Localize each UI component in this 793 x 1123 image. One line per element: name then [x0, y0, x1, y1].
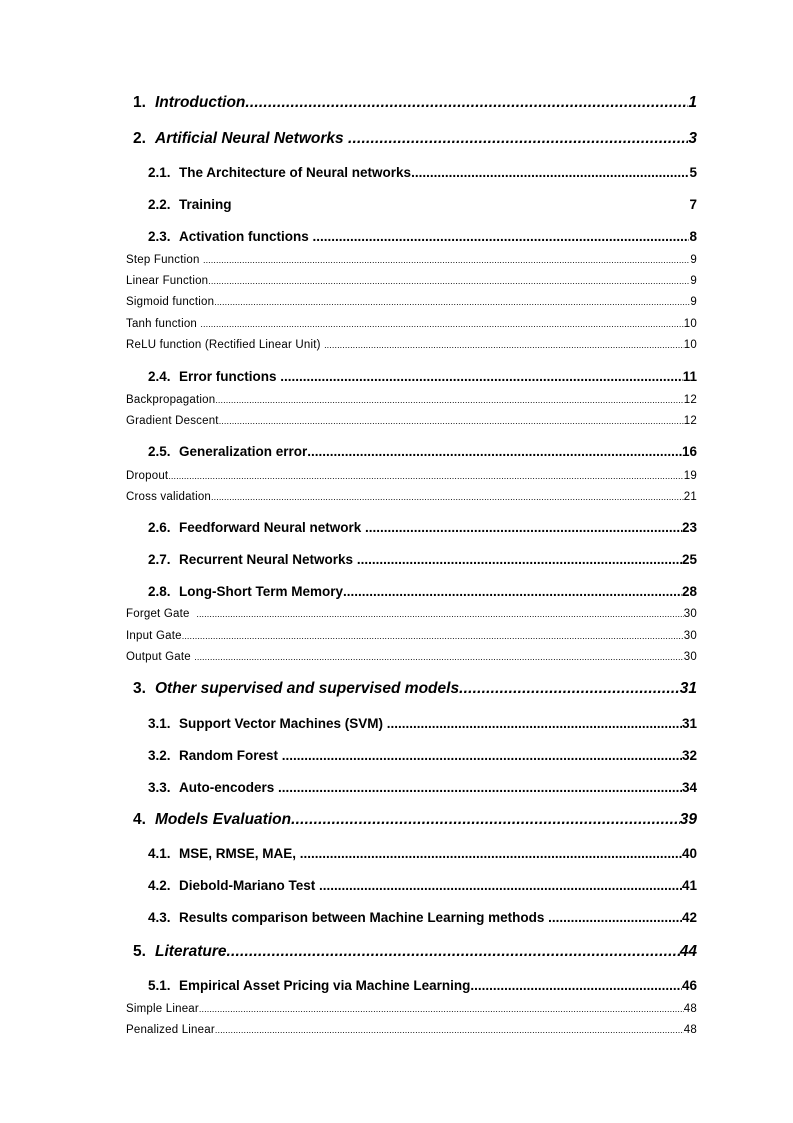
toc-entry-page: 39: [679, 811, 697, 828]
toc-entry[interactable]: [148, 229, 697, 244]
toc-entry-page: 10: [683, 318, 697, 330]
toc-entry-title: Backpropagation: [126, 394, 216, 406]
toc-leader: [200, 318, 683, 330]
toc-entry-number: 2.2.: [148, 197, 171, 212]
toc-entry[interactable]: [133, 94, 697, 112]
toc-entry[interactable]: [126, 415, 697, 427]
toc-entry-title: Generalization error: [179, 444, 308, 459]
toc-entry[interactable]: [148, 780, 697, 795]
toc-leader: [548, 910, 682, 925]
toc-entry[interactable]: [133, 130, 697, 148]
toc-entry-page: 21: [683, 491, 697, 503]
toc-leader: [307, 444, 682, 459]
toc-entry-page: 7: [689, 197, 697, 212]
toc-leader: [278, 780, 682, 795]
toc-leader: [280, 369, 682, 384]
toc-entry[interactable]: [126, 630, 697, 642]
toc-entry-title: Error functions: [179, 369, 281, 384]
toc-entry-title: Sigmoid function: [126, 296, 215, 308]
toc-entry-title: ReLU function (Rectified Linear Unit): [126, 339, 325, 351]
toc-entry-page: 31: [679, 680, 697, 697]
toc-entry-title: Auto-encoders: [179, 780, 279, 795]
toc-entry-title: Output Gate: [126, 651, 195, 663]
toc-entry-title: Tanh function: [126, 318, 201, 330]
toc-entry-page: 23: [681, 520, 697, 535]
toc-entry-title: Models Evaluation: [155, 811, 292, 828]
toc-leader: [214, 296, 690, 308]
toc-leader: [182, 630, 684, 642]
toc-entry-page: 30: [683, 630, 697, 642]
toc-entry[interactable]: [126, 339, 697, 351]
toc-leader: [196, 608, 683, 620]
toc-entry-number: 2.7.: [148, 552, 171, 567]
toc-entry-page: 11: [682, 369, 697, 384]
toc-entry-title: Diebold-Mariano Test: [179, 878, 320, 893]
toc-leader: [211, 491, 684, 503]
toc-entry-page: 1: [688, 94, 697, 111]
toc-entry-page: 30: [683, 608, 697, 620]
toc-leader: [470, 978, 682, 993]
toc-entry[interactable]: [148, 878, 697, 893]
toc-entry-number: 2.8.: [148, 584, 171, 599]
toc-entry-number: 4.3.: [148, 910, 171, 925]
toc-entry-title: Introduction: [155, 94, 246, 111]
toc-entry-page: 32: [681, 748, 697, 763]
toc-entry-page: 42: [681, 910, 697, 925]
toc-entry-number: 1.: [133, 94, 146, 111]
toc-entry-title: Penalized Linear: [126, 1024, 215, 1036]
toc-entry-number: 2.4.: [148, 369, 171, 384]
toc-leader: [411, 165, 689, 180]
toc-entry-number: 4.: [133, 811, 146, 828]
toc-entry-page: 5: [689, 165, 697, 180]
toc-leader: [194, 651, 684, 663]
toc-entry-number: 3.3.: [148, 780, 171, 795]
toc-entry[interactable]: [148, 978, 697, 993]
toc-entry[interactable]: [126, 318, 697, 330]
toc-leader: [208, 275, 690, 287]
toc-entry-page: 12: [683, 394, 697, 406]
toc-entry-page: 28: [681, 584, 697, 599]
toc-entry-page: 9: [690, 296, 697, 308]
toc-leader: [282, 748, 682, 763]
toc-entry-page: 3: [688, 130, 697, 147]
toc-entry[interactable]: [148, 552, 697, 567]
toc-entry-page: 48: [683, 1024, 697, 1036]
toc-entry[interactable]: [148, 748, 697, 763]
toc-entry-page: 44: [679, 943, 697, 960]
toc-entry-title: Recurrent Neural Networks: [179, 552, 357, 567]
toc-entry-number: 2.1.: [148, 165, 171, 180]
toc-entry[interactable]: [148, 165, 697, 180]
toc-entry[interactable]: [148, 197, 697, 212]
toc-entry[interactable]: [148, 584, 697, 599]
toc-leader: [168, 470, 683, 482]
toc-leader: [203, 254, 690, 266]
toc-entry-title: Activation functions: [179, 229, 313, 244]
toc-leader: [319, 878, 682, 893]
toc-entry-title: Feedforward Neural network: [179, 520, 366, 535]
toc-entry[interactable]: [148, 846, 697, 861]
toc-entry-number: 4.1.: [148, 846, 171, 861]
toc-entry-title: Simple Linear: [126, 1003, 199, 1015]
toc-leader: [219, 415, 684, 427]
toc-leader: [357, 552, 682, 567]
toc-entry-page: 19: [683, 470, 697, 482]
toc-entry[interactable]: [126, 608, 697, 620]
toc-entry-number: 3.1.: [148, 716, 171, 731]
toc-leader: [227, 943, 680, 961]
toc-entry-number: 2.5.: [148, 444, 171, 459]
toc-entry-title: Other supervised and supervised models: [155, 680, 460, 697]
toc-entry-title: Linear Function: [126, 275, 209, 287]
toc-leader: [313, 229, 690, 244]
toc-leader: [348, 130, 688, 148]
toc-entry-number: 3.: [133, 680, 146, 697]
toc-entry[interactable]: [126, 1003, 697, 1015]
toc-entry-page: 30: [683, 651, 697, 663]
toc-entry[interactable]: [148, 716, 697, 731]
toc-entry-number: 5.: [133, 943, 146, 960]
toc-entry-title: MSE, RMSE, MAE,: [179, 846, 300, 861]
toc-entry[interactable]: [148, 910, 697, 925]
toc-entry-title: Empirical Asset Pricing via Machine Learning: [179, 978, 471, 993]
toc-leader: [343, 584, 682, 599]
toc-entry[interactable]: [126, 275, 697, 287]
toc-entry[interactable]: [133, 680, 697, 698]
toc-leader: [291, 811, 680, 829]
toc-leader: [215, 1024, 684, 1036]
toc-entry[interactable]: [126, 1024, 697, 1036]
toc-entry-number: 3.2.: [148, 748, 171, 763]
toc-entry[interactable]: [126, 651, 697, 663]
toc-leader: [199, 1003, 684, 1015]
toc-leader: [215, 394, 683, 406]
toc-entry-page: 25: [681, 552, 697, 567]
toc-entry-title: Support Vector Machines (SVM): [179, 716, 387, 731]
toc-leader: [365, 520, 682, 535]
toc-entry[interactable]: [126, 470, 697, 482]
toc-entry-title: Dropout: [126, 470, 169, 482]
toc-leader: [324, 339, 684, 351]
toc-entry-title: Long-Short Term Memory: [179, 584, 344, 599]
toc-entry[interactable]: [126, 491, 697, 503]
toc-entry[interactable]: [126, 394, 697, 406]
toc-entry-page: 48: [683, 1003, 697, 1015]
toc-entry[interactable]: [148, 369, 697, 384]
toc-entry-title: Step Function: [126, 254, 203, 266]
toc-entry-page: 10: [683, 339, 697, 351]
toc-entry-page: 41: [681, 878, 697, 893]
toc-entry-page: 9: [690, 275, 697, 287]
toc-leader: [387, 716, 682, 731]
toc-entry-title: Random Forest: [179, 748, 282, 763]
toc-leader: [459, 680, 680, 698]
toc-leader: [245, 94, 688, 112]
toc-leader: [300, 846, 682, 861]
toc-entry[interactable]: [148, 444, 697, 459]
toc-entry-title: Results comparison between Machine Learning methods: [179, 910, 549, 925]
toc-entry[interactable]: [133, 811, 697, 829]
toc-entry-number: 2.6.: [148, 520, 171, 535]
toc-entry[interactable]: [126, 296, 697, 308]
toc-entry-title: Literature: [155, 943, 227, 960]
toc-entry-number: 4.2.: [148, 878, 171, 893]
toc-entry-title: Cross validation: [126, 491, 212, 503]
toc-entry-page: 9: [690, 254, 697, 266]
toc-entry[interactable]: [126, 254, 697, 266]
toc-entry-title: Artificial Neural Networks: [155, 130, 348, 147]
toc-entry-title: Forget Gate: [126, 608, 197, 620]
toc-entry-number: 2.3.: [148, 229, 171, 244]
toc-entry[interactable]: [148, 520, 697, 535]
toc-entry[interactable]: [133, 943, 697, 961]
toc-entry-page: 12: [683, 415, 697, 427]
toc-entry-page: 16: [681, 444, 697, 459]
toc-entry-title: The Architecture of Neural networks: [179, 165, 412, 180]
toc-entry-title: Gradient Descent: [126, 415, 219, 427]
toc-entry-number: 5.1.: [148, 978, 171, 993]
toc-entry-title: Training: [179, 197, 232, 212]
toc-entry-page: 46: [681, 978, 697, 993]
toc-entry-page: 31: [681, 716, 697, 731]
toc-entry-page: 40: [681, 846, 697, 861]
toc-entry-number: 2.: [133, 130, 146, 147]
toc-entry-title: Input Gate: [126, 630, 182, 642]
toc-entry-page: 34: [681, 780, 697, 795]
toc-entry-page: 8: [689, 229, 697, 244]
